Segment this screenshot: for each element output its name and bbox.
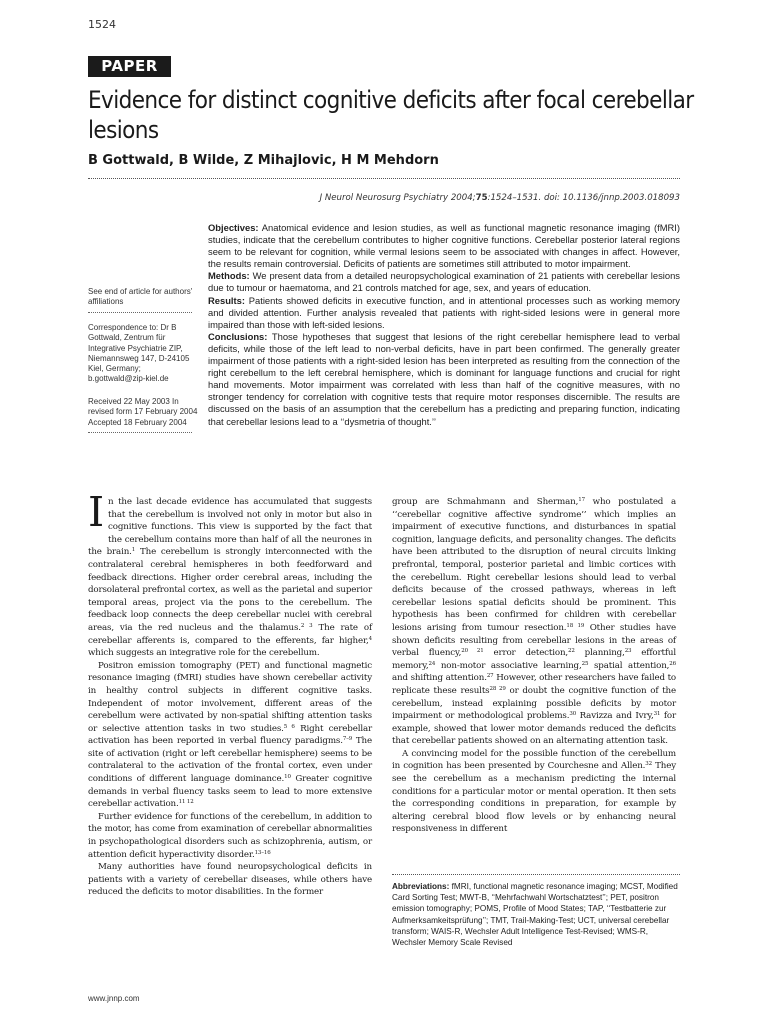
text-run: The cerebellum is strongly interconnected with the contralateral cerebral hemispheres in both feedforward and feedback directions. Higher order cerebral areas, including the dorsolateral prefrontal cortex, as well as the parietal and superior temporal areas, project via the pons to the cerebellum. The feedback loop connects the deep cerebellar nuclei with cerebral areas, via the red nucleus and the thalamus.: [88, 547, 372, 633]
sidebar-dates: [88, 397, 198, 438]
paragraph: [88, 488, 373, 660]
paragraph: [392, 748, 676, 836]
publication-dates: Received 22 May 2003 In revised form 17 February 2004 Accepted 18 February 2004: [88, 397, 198, 427]
reference-marker: 17: [578, 497, 585, 503]
paragraph: [392, 496, 676, 748]
journal-volume: 75: [475, 193, 488, 203]
reference-marker: 27: [486, 673, 494, 680]
text-run: Right cerebellar activation has been reported in verbal fluency paradigms.: [88, 723, 372, 747]
reference-marker: 18 19: [566, 622, 585, 629]
reference-marker: 31: [653, 711, 661, 718]
text-run: Greater cognitive demands in verbal fluency tasks seem to lead to more extensive cerebellar activation.: [88, 774, 372, 810]
reference-marker: 23: [624, 648, 632, 655]
text-run: error detection,: [483, 648, 569, 659]
abbreviations-text: fMRI, functional magnetic resonance imaging; MCST, Modified Card Sorting Test; MWT-B, ‘‘Mehrfachwahl Wortschatztest’’; PET, positron emission tomography; POMS, Profile of Mood States; TAP, ‘‘Testbatterie zur Aufmerksamkeitsprüfung’’; TMT, Trail-Making-Test; UCT, universal cerebellar transform; WAIS-R, Wechsler Adult Intelligence Test-Revised; WMS-R, Wechsler Memory Scale Revised: [392, 882, 678, 948]
abbreviations-label: Abbreviations:: [392, 882, 450, 891]
conclusions-label: Conclusions:: [208, 330, 268, 342]
text-run: The site of activation (right or left cerebellar hemisphere) seems to be contralateral to the activation of the frontal cortex, even under conditions of different language dominance.: [88, 736, 372, 785]
reference-marker: 7–9: [342, 736, 353, 743]
journal-citation: [320, 193, 680, 203]
results-text: Patients showed deficits in executive function, and in attentional processes such as working memory and divided attention. Further analysis revealed that patients with right-sided lesions were in general more impaired than those with left-sided lesions.: [208, 294, 680, 330]
sidebar-divider: [88, 312, 192, 313]
header-divider: [88, 178, 680, 179]
reference-marker: 26: [669, 660, 676, 667]
paragraph: [88, 811, 372, 861]
reference-marker: 5 6: [283, 723, 295, 730]
abstract-results: [208, 295, 680, 331]
text-run: Ravizza and Ivry,: [576, 711, 654, 722]
text-run: group are Schmahmann and Sherman,: [392, 497, 579, 507]
sidebar-correspondence: [88, 323, 198, 385]
text-run: They see the cerebellum as a mechanism predicting the internal conditions for a particular motor or mental operation. It then sets the corresponding conditions in preparation, for example by altering cerebral blood flow levels or by enhancing neural responsiveness in different: [392, 761, 676, 835]
journal-url[interactable]: www.jnnp.com: [88, 994, 140, 1003]
text-run: for example, showed that lower motor demands reduced the deficits that cerebellar patients showed on an alternating attention task.: [392, 711, 676, 747]
article-title: Evidence for distinct cognitive deficits after focal cerebellar lesions: [88, 86, 694, 144]
abstract-objectives: [208, 222, 680, 270]
text-run: Further evidence for functions of the cerebellum, in addition to the motor, has come from examination of cerebellar abnormalities in psychopathological disorders such as schizophrenia, autism, or attention deficit hyperactivity disorder.: [88, 811, 372, 860]
methods-text: We present data from a detailed neuropsychological examination of 21 patients with cerebellar lesions due to tumour or haematoma, and 21 controls matched for age, sex, and years of education.: [208, 270, 680, 294]
text-run: Positron emission tomography (PET) and functional magnetic resonance imaging (fMRI) studies have shown cerebellar activity in healthy control subjects in different cognitive tasks. Independent of motor involvement, different areas of the cerebellum were activated by non-spatial shifting attention tasks or selective attention tasks in two studies.: [88, 660, 372, 734]
text-run: non-motor associative learning,: [435, 660, 582, 671]
body-column-left: [88, 488, 373, 899]
text-run: planning,: [574, 648, 625, 659]
journal-name: J Neurol Neurosurg Psychiatry: [319, 193, 449, 203]
journal-pages-doi: :1524–1531. doi: 10.1136/jnnp.2003.018093: [487, 193, 680, 203]
sidebar-affiliations: [88, 287, 198, 318]
abstract-methods: [208, 270, 680, 294]
text-run: A convincing model for the possible function of the cerebellum in cognition has been presented by Courchesne and Allen.: [392, 748, 676, 772]
journal-year: 2004;: [450, 193, 476, 203]
reference-marker: 24: [428, 660, 436, 667]
text-run: The rate of cerebellar afferents is, compared to the efferents, far higher,: [88, 622, 373, 646]
reference-marker: 1: [131, 547, 136, 554]
reference-marker: 20 21: [461, 648, 484, 655]
text-run: effortful memory,: [392, 648, 676, 671]
reference-marker: 22: [568, 648, 575, 655]
abstract-conclusions: [208, 331, 680, 428]
drop-cap: I: [88, 488, 105, 536]
text-run: which suggests an integrative role for the cerebellum.: [88, 648, 320, 659]
reference-marker: 2 3: [300, 622, 313, 629]
text-run: and shifting attention.: [392, 673, 487, 684]
reference-marker: 25: [581, 660, 589, 667]
reference-marker: 28 29: [489, 685, 506, 692]
correspondence-address: Correspondence to: Dr B Gottwald, Zentrum für Integrative Psychiatrie ZIP, Niemannsweg 147, D-24105 Kiel, Germany; b.gottwald@zip-kiel.de: [88, 323, 190, 384]
objectives-text: Anatomical evidence and lesion studies, as well as functional magnetic resonance imaging (fMRI) studies, indicate that the cerebellum contributes to higher cognitive functions. Cerebellar posterior lateral regions seem to be relevant for cognition, while vermal lesions seem to be associated with changes in affect. However, the results remain controversial. Deficits of patients are sometimes still attributed to motor impairment.: [208, 222, 681, 270]
text-run: However, other researchers have failed to replicate these results: [392, 673, 676, 696]
author-list: B Gottwald, B Wilde, Z Mihajlovic, H M Mehdorn: [88, 153, 439, 168]
text-run: Many authorities have found neuropsychological deficits in patients with a variety of cerebellar diseases, while others have reduced the deficits to motor disabilities. In the former: [88, 862, 372, 898]
reference-marker: 32: [645, 761, 652, 768]
abbreviations-box: [392, 874, 680, 948]
reference-marker: 13–16: [254, 849, 271, 856]
article-type-label: PAPER: [88, 56, 171, 77]
text-run: n the last decade evidence has accumulated that suggests that the cerebellum is involved not only in motor but also in cognitive functions. This view is supported by the fact that the cerebellum contains more than half of all the neurones in the brain.: [88, 497, 372, 558]
body-column-right: [392, 496, 676, 836]
paragraph: [88, 861, 372, 899]
abstract: [208, 222, 680, 428]
reference-marker: 4: [368, 635, 372, 642]
text-run: or doubt the cognitive function of the cerebellum, instead explaining possible deficits by motor impairment or methodological problems.: [392, 685, 676, 722]
affiliations-note: See end of article for authors' affiliations: [88, 287, 193, 307]
page-number: 1524: [88, 18, 116, 31]
reference-marker: 11 12: [178, 799, 194, 806]
paragraph: [88, 660, 372, 811]
methods-label: Methods:: [208, 270, 250, 282]
text-run: who postulated a ‘‘cerebellar cognitive affective syndrome’’ which implies an impairment of executive functions, and disturbances in spatial cognition, language deficits, and personality changes. The deficits have been attributed to the disruption of neural circuits linking prefrontal, temporal, posterior parietal and limbic cortices with the cerebellum. Right cerebellar lesions should lead to verbal deficits because of the crossed pathways, whereas in left cerebellar lesions spatial deficits should be prominent. This hypothesis has been confirmed for children with cerebellar lesions arising from tumour resection.: [392, 497, 677, 633]
reference-marker: 30: [569, 711, 577, 718]
objectives-label: Objectives:: [208, 222, 259, 233]
text-run: Other studies have shown deficits resulting from cerebellar lesions in the areas of verbal fluency,: [392, 622, 677, 659]
results-label: Results:: [208, 294, 245, 306]
reference-marker: 10: [284, 774, 291, 781]
text-run: spatial attention,: [588, 660, 670, 671]
sidebar-divider: [88, 432, 192, 433]
conclusions-text: Those hypotheses that suggest that lesions of the right cerebellar hemisphere lead to verbal deficits, while those of the left lead to non-verbal deficits, have in part been confirmed. The generally greater impairment of those patients with a right-sided lesion has been interpreted as resulting from the connection of the right cerebellum to the left cerebral hemisphere, which is dominant for language functions and crucial for right hand movements. Motor impairment was correlated with less than half of the cognitive measures, with no stronger tendency for correlation with cognitive tests that require motor responses discernible. The results are discussed on the basis of an assumption that the cerebellum has a predicting and preparing function, indicating that cerebellar lesions lead to a ‘‘dysmetria of thought.’’: [208, 330, 680, 427]
